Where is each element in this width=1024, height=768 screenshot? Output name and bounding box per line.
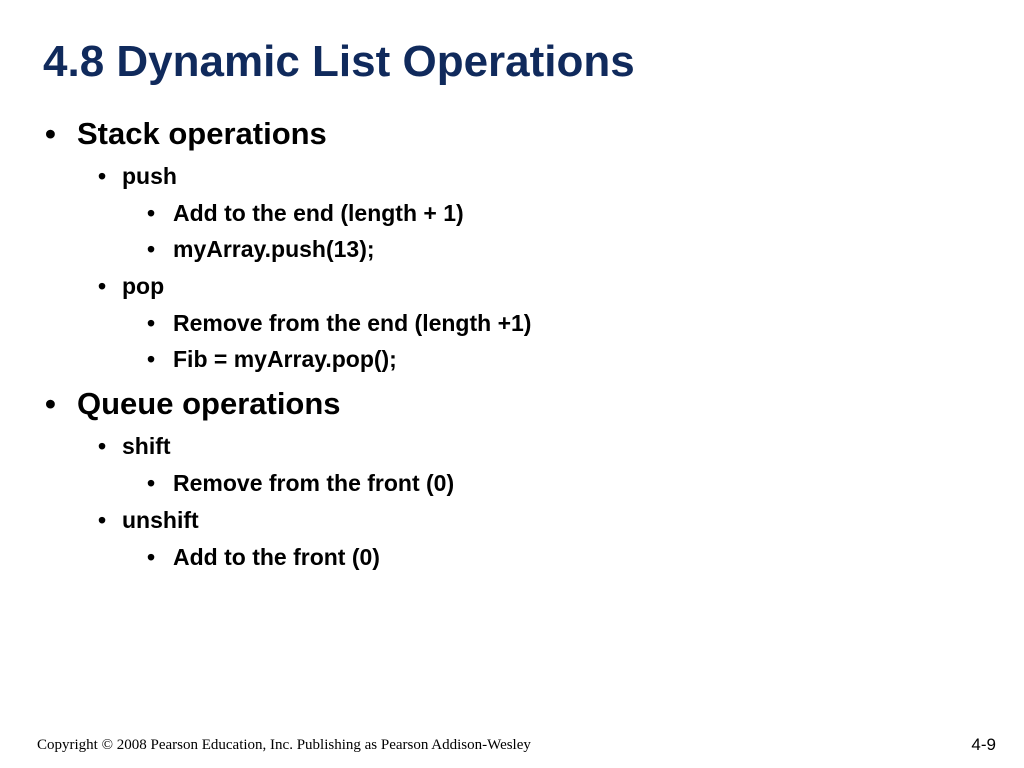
bullet-dot: •	[147, 345, 156, 372]
bullet-text: Remove from the front (0)	[173, 469, 455, 496]
bullet-dot: •	[45, 116, 56, 151]
bullet-pop-detail-1	[147, 308, 531, 338]
bullet-text: shift	[122, 432, 171, 459]
slide-title: 4.8 Dynamic List Operations	[43, 37, 635, 86]
bullet-text: myArray.push(13);	[173, 235, 375, 262]
bullet-dot: •	[98, 272, 107, 299]
bullet-dot: •	[98, 162, 107, 189]
bullet-dot: •	[147, 199, 156, 226]
bullet-push-detail-2	[147, 234, 375, 264]
bullet-dot: •	[45, 386, 56, 421]
page-number: 4-9	[971, 735, 996, 754]
bullet-text: push	[122, 162, 177, 189]
bullet-pop	[98, 271, 164, 301]
bullet-text: Stack operations	[77, 116, 327, 151]
bullet-shift	[98, 431, 171, 461]
bullet-unshift	[98, 505, 199, 535]
bullet-dot: •	[98, 432, 107, 459]
bullet-unshift-detail-1	[147, 542, 380, 572]
bullet-dot: •	[147, 469, 156, 496]
bullet-text: pop	[122, 272, 165, 299]
bullet-text: Add to the front (0)	[173, 543, 380, 570]
bullet-text: Fib = myArray.pop();	[173, 345, 397, 372]
footer-copyright: Copyright © 2008 Pearson Education, Inc. Publishing as Pearson Addison-Wesley	[37, 737, 531, 753]
bullet-shift-detail-1	[147, 468, 454, 498]
bullet-dot: •	[98, 506, 107, 533]
bullet-text: Remove from the end (length +1)	[173, 309, 532, 336]
bullet-dot: •	[147, 309, 156, 336]
bullet-stack-operations	[45, 114, 327, 154]
bullet-push-detail-1	[147, 198, 464, 228]
bullet-pop-detail-2	[147, 344, 397, 374]
bullet-queue-operations	[45, 384, 341, 424]
bullet-dot: •	[147, 543, 156, 570]
bullet-text: Queue operations	[77, 386, 341, 421]
bullet-push	[98, 161, 177, 191]
bullet-text: Add to the end (length + 1)	[173, 199, 464, 226]
bullet-text: unshift	[122, 506, 199, 533]
bullet-dot: •	[147, 235, 156, 262]
